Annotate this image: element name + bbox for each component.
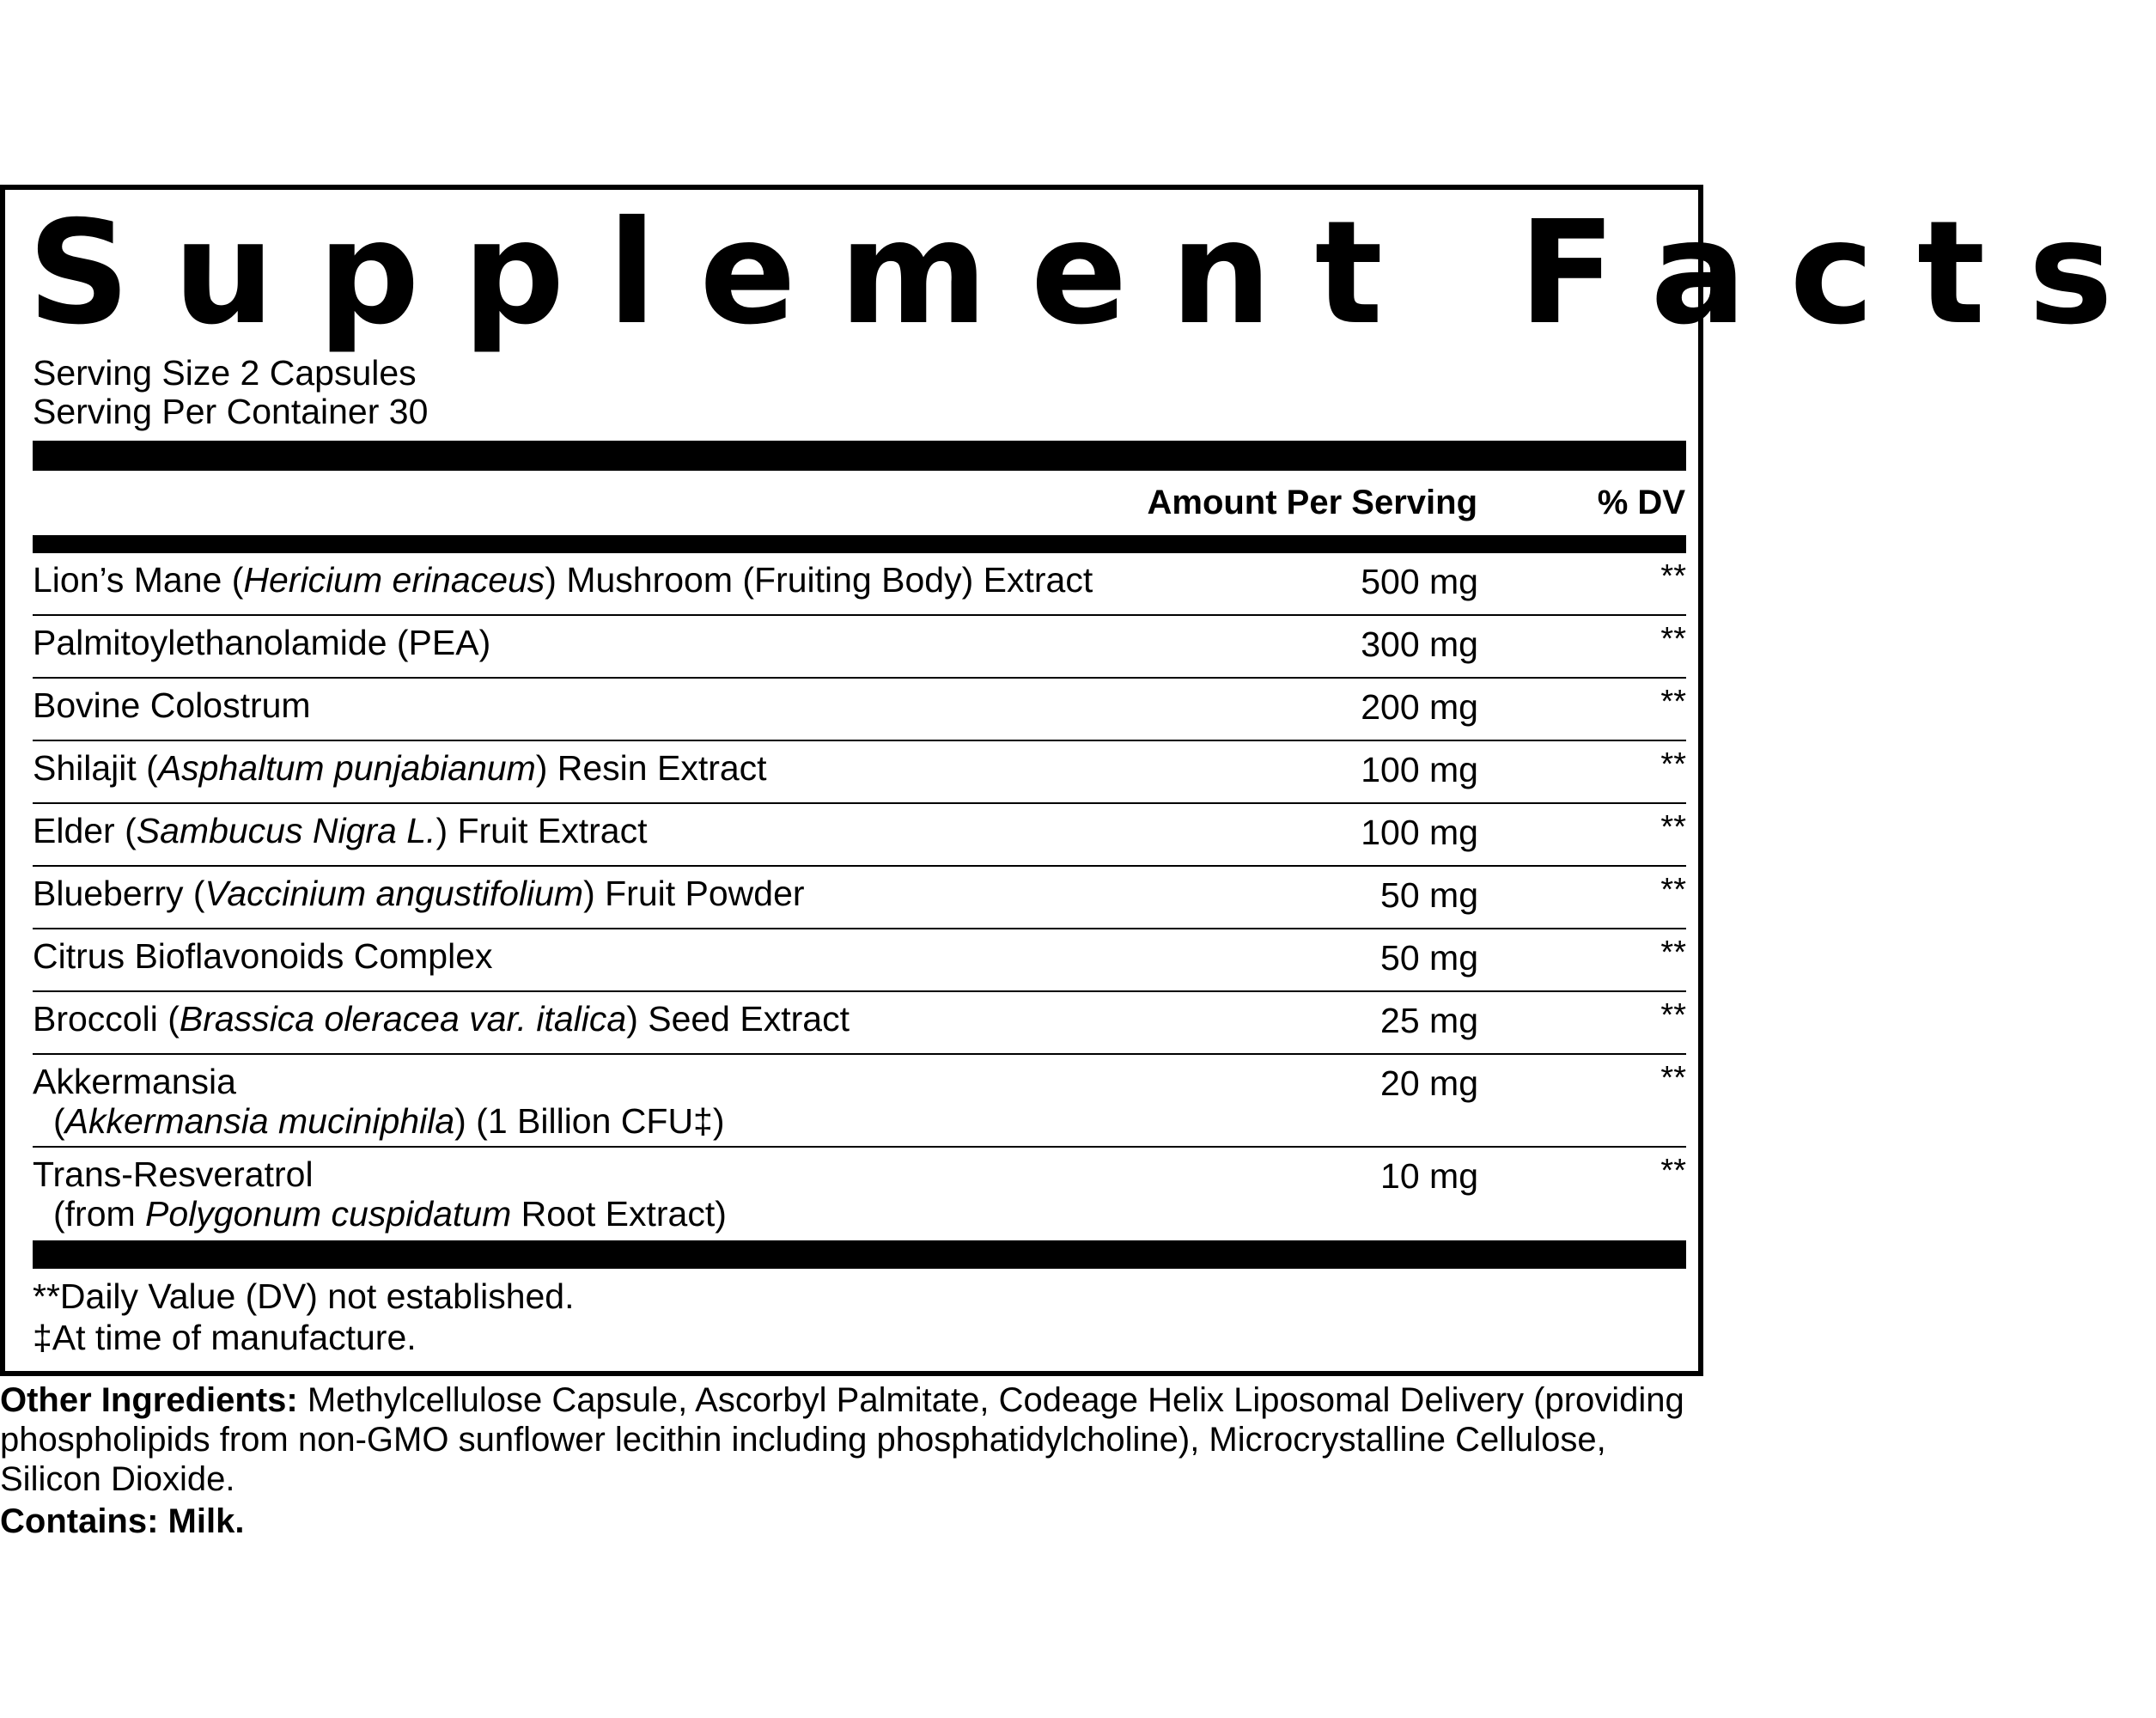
ingredient-dv: **	[1660, 809, 1686, 845]
panel-title: Supplement Facts	[27, 191, 2156, 356]
ingredient-name: Elder (Sambucus Nigra L.) Fruit Extract	[33, 811, 648, 850]
ingredient-row	[33, 1055, 1686, 1148]
ingredient-dv: **	[1660, 684, 1686, 720]
other-ingredients-label: Other Ingredients:	[0, 1381, 298, 1419]
ingredient-name: Shilajit (Asphaltum punjabianum) Resin Extract	[33, 748, 767, 788]
ingredient-amount: 25 mg	[1380, 1001, 1478, 1040]
ingredient-name: Citrus Bioflavonoids Complex	[33, 936, 493, 976]
ingredient-amount: 500 mg	[1361, 562, 1478, 601]
ingredient-dv: **	[1660, 1060, 1686, 1096]
ingredient-amount: 10 mg	[1380, 1156, 1478, 1196]
ingredient-dv: **	[1660, 935, 1686, 971]
ingredient-dv: **	[1660, 746, 1686, 783]
ingredient-amount: 50 mg	[1380, 875, 1478, 915]
other-ingredients-text: Methylcellulose Capsule, Ascorbyl Palmitate, Codeage Helix Liposomal Delivery (providing phospholipids from non-GMO sunflower lecithin including phosphatidylcholine), Microcrystalline Cellulose, Silicon Dioxide.	[0, 1381, 1684, 1498]
amount-per-serving-header: Amount Per Serving	[1147, 484, 1477, 521]
ingredient-row	[33, 1148, 1686, 1240]
ingredient-name: Lion’s Mane (Hericium erinaceus) Mushroom (Fruiting Body) Extract	[33, 560, 1093, 600]
ingredient-name: Broccoli (Brassica oleracea var. italica) Seed Extract	[33, 999, 850, 1039]
ingredient-dv: **	[1660, 997, 1686, 1033]
ingredient-amount: 50 mg	[1380, 938, 1478, 978]
thick-divider-bottom	[33, 1240, 1686, 1269]
ingredient-amount: 100 mg	[1361, 813, 1478, 852]
ingredient-row	[33, 616, 1686, 679]
ingredient-dv: **	[1660, 872, 1686, 908]
serving-size: Serving Size 2 Capsules	[33, 353, 417, 393]
ingredient-name: Trans-Resveratrol (from Polygonum cuspidatum Root Extract)	[33, 1154, 727, 1234]
dv-footnote: **Daily Value (DV) not established.	[33, 1276, 575, 1316]
ingredient-name: Blueberry (Vaccinium angustifolium) Fruit Powder	[33, 874, 805, 913]
ingredient-amount: 100 mg	[1361, 750, 1478, 789]
thick-divider-top	[33, 441, 1686, 471]
daily-value-header: % DV	[1597, 484, 1685, 521]
allergen-statement: Contains: Milk.	[0, 1502, 245, 1540]
ingredient-name: Akkermansia (Akkermansia muciniphila) (1 Billion CFU‡)	[33, 1062, 725, 1141]
ingredient-amount: 20 mg	[1380, 1063, 1478, 1103]
ingredient-row	[33, 553, 1686, 616]
ingredient-name: Palmitoylethanolamide (PEA)	[33, 623, 491, 662]
ingredient-name-line2: (Akkermansia muciniphila) (1 Billion CFU‡)	[53, 1101, 725, 1141]
ingredient-dv: **	[1660, 621, 1686, 657]
ingredient-dv: **	[1660, 1153, 1686, 1189]
ingredient-row	[33, 804, 1686, 867]
ingredient-row	[33, 992, 1686, 1055]
servings-per-container: Serving Per Container 30	[33, 392, 429, 431]
ingredient-amount: 200 mg	[1361, 687, 1478, 727]
ingredient-row	[33, 679, 1686, 741]
ingredient-name-line2: (from Polygonum cuspidatum Root Extract)	[53, 1194, 727, 1234]
ingredient-row	[33, 867, 1686, 929]
thick-divider-header	[33, 535, 1686, 553]
other-ingredients	[0, 1380, 1714, 1499]
ingredient-name: Bovine Colostrum	[33, 685, 311, 725]
ingredient-row	[33, 741, 1686, 804]
ingredient-dv: **	[1660, 558, 1686, 594]
cfu-footnote: ‡At time of manufacture.	[33, 1318, 417, 1357]
ingredient-amount: 300 mg	[1361, 624, 1478, 664]
ingredient-row	[33, 929, 1686, 992]
